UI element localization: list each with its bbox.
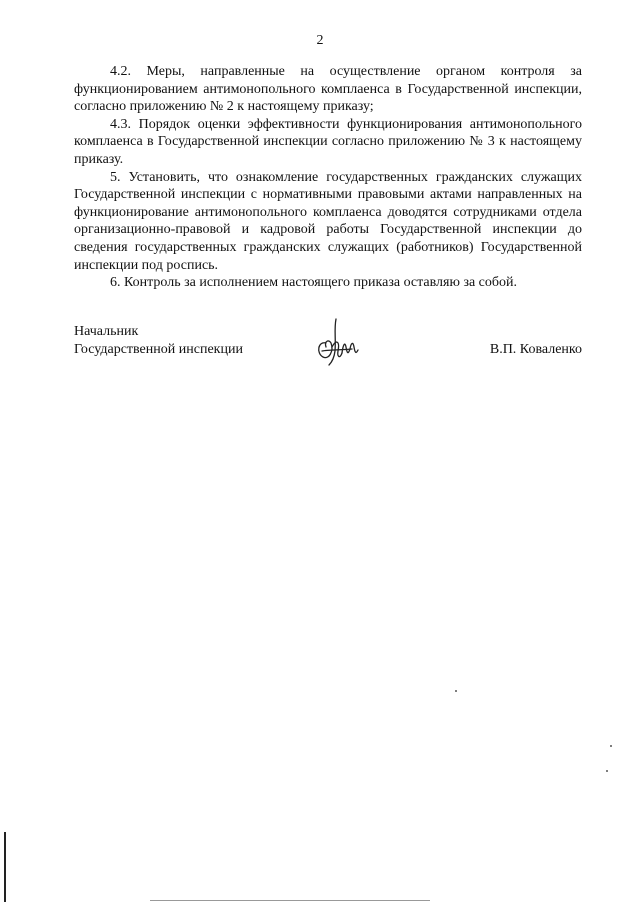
document-body xyxy=(74,63,582,292)
signature-block xyxy=(74,323,582,383)
paragraph-5: 5. Установить, что ознакомление государственных гражданских служащих Государственной инспекции с нормативными правовыми актами направленных на функционирование антимонопольного комплаенса доводятся сотрудниками отдела организационно-правовой и кадровой работы Государственной инспекции до сведения государственных гражданских служащих (работников) Государственной инспекции под роспись. xyxy=(74,169,582,273)
handwritten-signature-icon xyxy=(312,317,362,367)
signer-position-line1: Начальник xyxy=(74,324,139,339)
page-number: 2 xyxy=(316,33,324,48)
scan-edge-mark xyxy=(4,832,6,902)
scan-dot xyxy=(606,770,608,772)
paragraph-4-2: 4.2. Меры, направленные на осуществление органом контроля за функционированием антимонопольного комплаенса в Государственной инспекции, согласно приложению № 2 к настоящему приказу; xyxy=(74,64,582,115)
scan-bottom-line xyxy=(150,900,430,901)
signer-position-line2: Государственной инспекции xyxy=(74,341,243,357)
paragraph-6: 6. Контроль за исполнением настоящего приказа оставляю за собой. xyxy=(110,275,518,291)
signer-name: В.П. Коваленко xyxy=(489,341,582,357)
paragraph-4-3: 4.3. Порядок оценки эффективности функционирования антимонопольного комплаенса в Государственной инспекции согласно приложению № 3 к настоящему приказу. xyxy=(74,116,582,167)
signer-position xyxy=(74,323,324,358)
scan-dot xyxy=(455,690,457,692)
scan-dot xyxy=(610,745,612,747)
